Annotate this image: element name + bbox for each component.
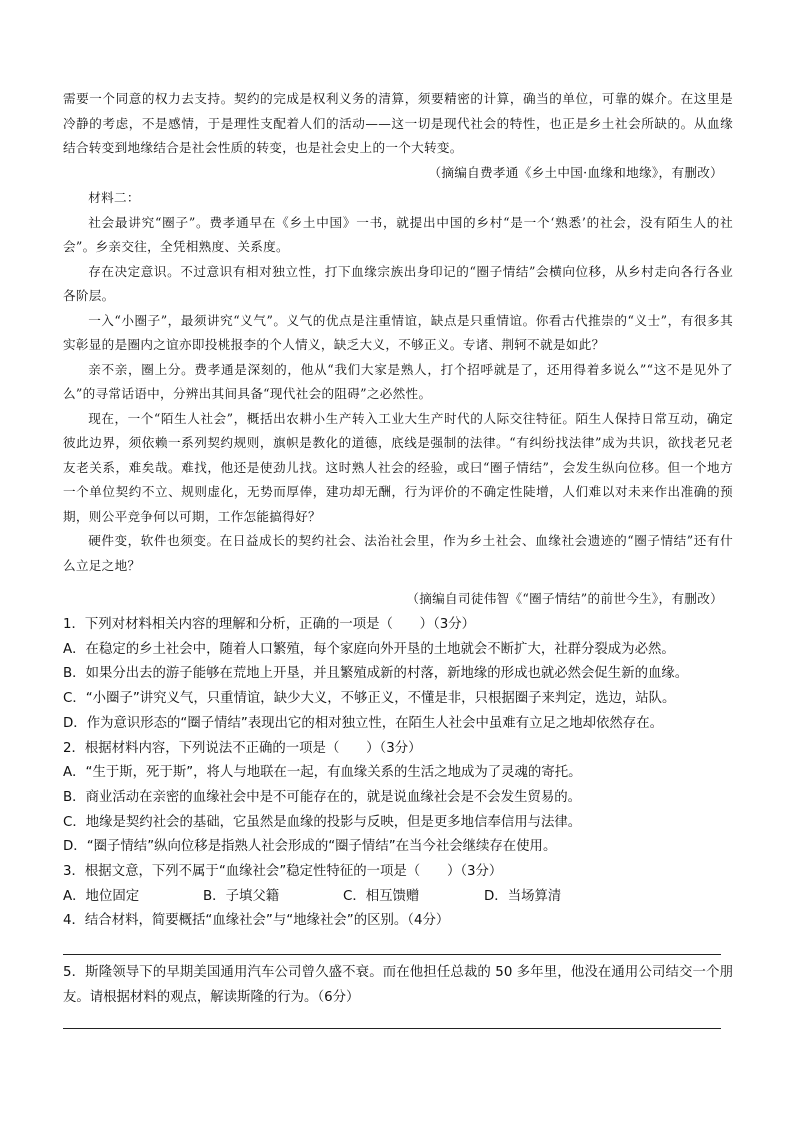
- question-3-option-c: C．相互馈赠: [343, 888, 420, 904]
- question-1-option-b: B．如果分出去的游子能够在荒地上开垦，并且繁殖成新的村落，新地缘的形成也就必然会促生新的血缘。: [63, 666, 689, 682]
- question-2-stem: 2．根据材料内容，下列说法不正确的一项是（ ）（3分）: [63, 740, 422, 756]
- question-3-option-d: D．当场算清: [484, 888, 562, 904]
- material-two-paragraph: 存在决定意识。不过意识有相对独立性，打下血缘宗族出身印记的“圈子情结”会横向位移，从乡村走向各行各业各阶层。: [63, 263, 733, 303]
- material-two-paragraph: 亲不亲，圈上分。费孝通是深刻的，他从“我们大家是熟人，打个招呼就是了，还用得着多说么”“这不是见外了么”的寻常话语中，分辨出其间具备“现代社会的阻碍”之必然性。: [63, 361, 733, 401]
- question-2-option-c: C．地缘是契约社会的基础，它虽然是血缘的投影与反映，但是更多地信奉信用与法律。: [63, 814, 582, 830]
- question-1-stem: 1．下列对材料相关内容的理解和分析，正确的一项是（ ）（3分）: [63, 617, 476, 632]
- question-3-options: [63, 885, 733, 910]
- material-two-paragraph: 现在，一个“陌生人社会”，概括出农耕小生产转入工业大生产时代的人际交往特征。陌生人保持日常互动，确定彼此边界，须依赖一系列契约规则，旗帜是教化的道德，底线是强制的法律。“有纠纷找法律”成为共识，欲找老兄老友老关系，难矣哉。难找，他还是使劲儿找。这时熟人社会的经验，或曰“圈子情结”，会发生纵向位移。但一个地方一个单位契约不立、规则虚化，无势而厚俸，建功却无酬，行为评价的不确定性陡增，人们难以对未来作出准确的预期，则公平竞争何以可期，工作怎能搞得好？: [63, 410, 733, 524]
- question-3-option-b: B．子填父籍: [203, 888, 280, 904]
- question-3-stem: 3．根据文意，下列不属于“血缘社会”稳定性特征的一项是（ ）（3分）: [63, 864, 503, 880]
- material-one-tail: [63, 87, 733, 161]
- source-citation-two: （摘编自司徒伟智《“圈子情结”的前世今生》，有删改）: [406, 591, 723, 606]
- answer-line: [63, 954, 721, 955]
- question-2-option-b: B．商业活动在亲密的血缘社会中是不可能存在的，就是说血缘社会是不会发生贸易的。: [63, 789, 582, 805]
- question-4-stem: 4．结合材料，简要概括“血缘社会”与“地缘社会”的区别。（4分）: [63, 913, 450, 929]
- material-two: [63, 186, 733, 578]
- material-two-paragraph: 一入“小圈子”，最须讲究“义气”。义气的优点是注重情谊，缺点是只重情谊。你看古代推崇的“义士”，有很多其实彰显的是圈内之谊亦即投桃报李的个人情义，缺乏大义，不够正义。专诸、荆轲不就是如此？: [63, 312, 733, 352]
- question-2-option-a: A．“生于斯，死于斯”，将人与地联在一起，有血缘关系的生活之地成为了灵魂的寄托。: [63, 765, 582, 781]
- material-two-label: 材料二：: [88, 190, 140, 205]
- question-3-option-a: A．地位固定: [63, 888, 140, 904]
- material-two-paragraph: 硬件变，软件也须变。在日益成长的契约社会、法治社会里，作为乡土社会、血缘社会遗迹的“圈子情结”还有什么立足之地？: [63, 533, 733, 573]
- question-list: [63, 613, 733, 934]
- answer-line: [63, 1028, 721, 1029]
- material-one-paragraph: 需要一个同意的权力去支持。契约的完成是权利义务的清算，须要精密的计算，确当的单位，可靠的媒介。在这里是冷静的考虑，不是感情，于是理性支配着人们的活动——这一切是现代社会的特性，也正是乡土社会所缺的。从血缘结合转变到地缘结合是社会性质的转变，也是社会史上的一个大转变。: [63, 91, 733, 155]
- question-2-option-d: D．“圈子情结”纵向位移是指熟人社会形成的“圈子情结”在当今社会继续存在使用。: [63, 839, 557, 855]
- question-1-option-a: A．在稳定的乡土社会中，随着人口繁殖，每个家庭向外开垦的土地就会不断扩大，社群分裂成为必然。: [63, 641, 675, 657]
- question-1-option-d: D．作为意识形态的“圈子情结”表现出它的相对独立性，在陌生人社会中虽难有立足之地却依然存在。: [63, 715, 663, 731]
- source-citation-one: （摘编自费孝通《乡土中国·血缘和地缘》，有删改）: [428, 165, 723, 180]
- material-two-paragraph: 社会最讲究“圈子”。费孝通早在《乡土中国》一书，就提出中国的乡村“是一个‘熟悉’的社会，没有陌生人的社会”。乡亲交往，全凭相熟度、关系度。: [63, 214, 733, 254]
- question-5-stem: 5．斯隆领导下的早期美国通用汽车公司曾久盛不衰。而在他担任总裁的 50 多年里，他没在通用公司结交一个朋友。请根据材料的观点，解读斯隆的行为。（6分）: [63, 965, 733, 1005]
- question-5: [63, 961, 733, 1010]
- question-1-option-c: C．“小圈子”讲究义气，只重情谊，缺少大义，不够正义，不懂是非，只根据圈子来判定，选边，站队。: [63, 691, 676, 707]
